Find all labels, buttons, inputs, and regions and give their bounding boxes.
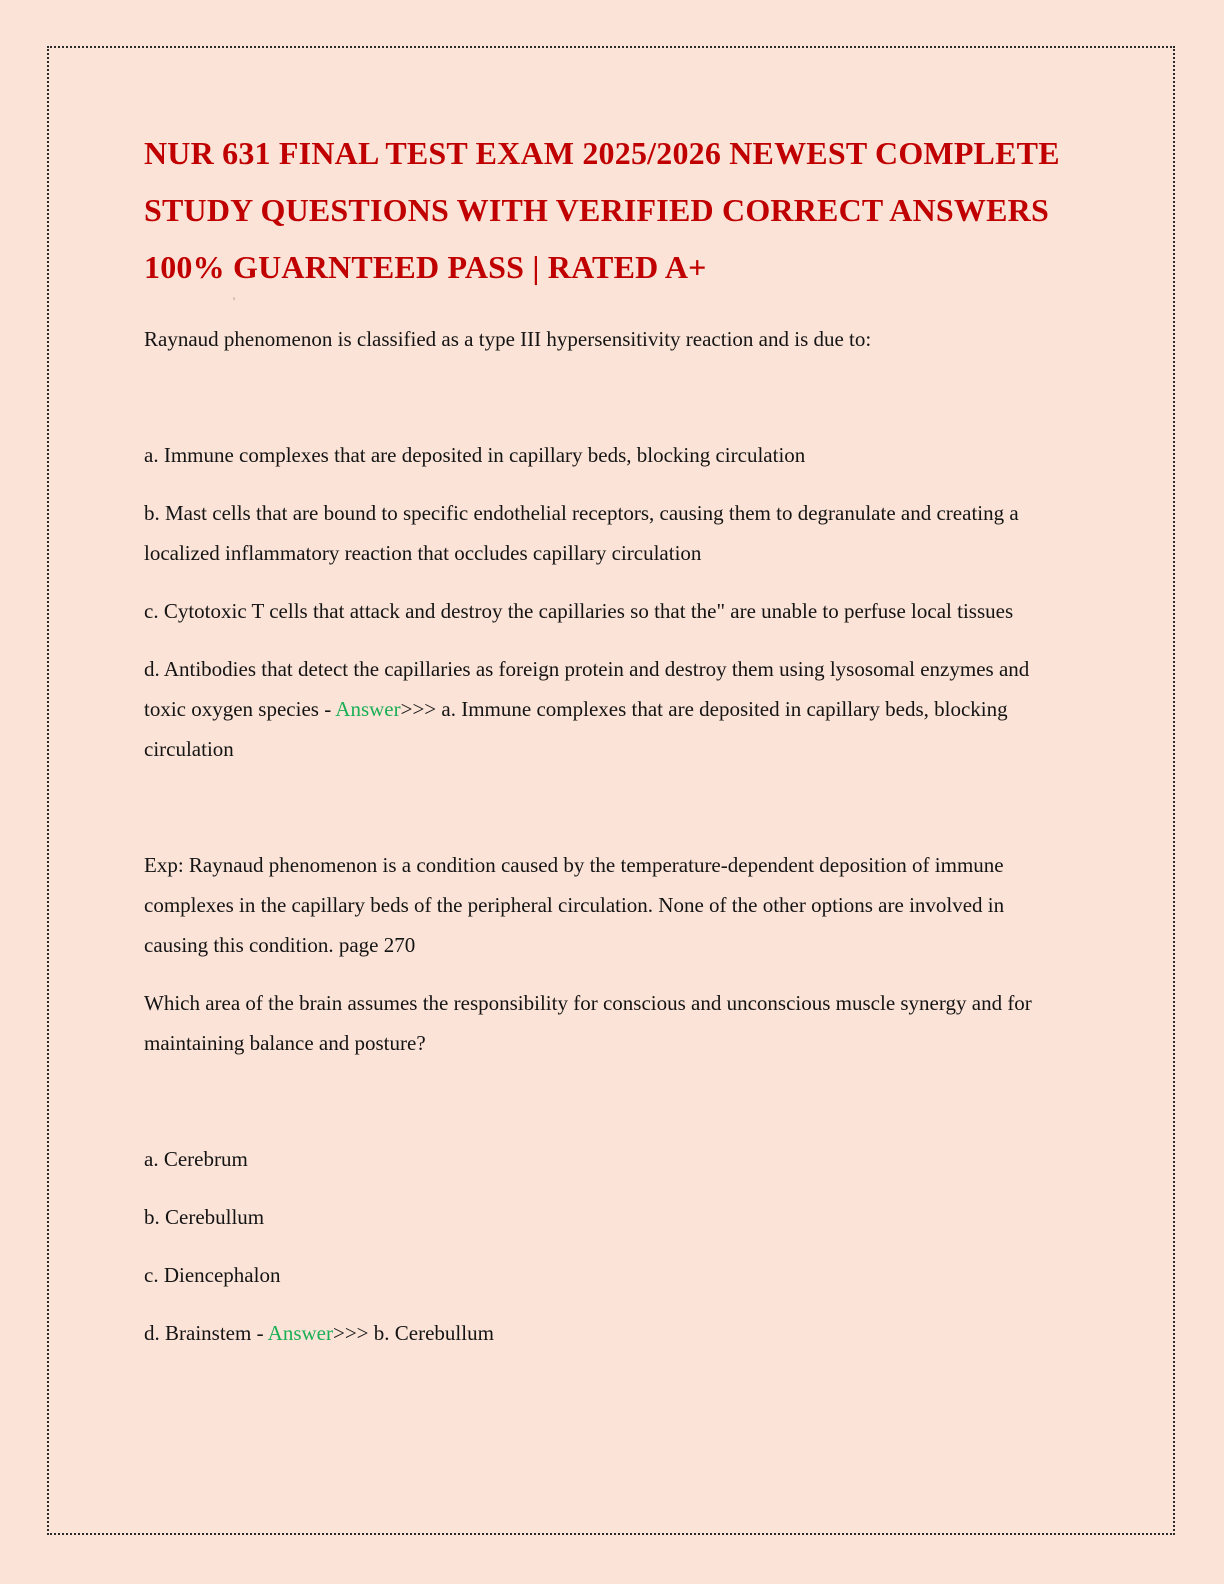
question-2-option-a [144,1139,1069,1179]
document-title-line-1: NUR 631 FINAL TEST EXAM 2025/2026 NEWEST COMPLETE [144,135,1060,171]
text-segment: Which area of the brain assumes the responsibility for conscious and unconscious muscle synergy and for maintaining balance and posture? [144,991,1032,1055]
text-segment: d. Antibodies that detect the capillaries as foreign protein and destroy them using lysosomal enzymes and toxic oxygen species - [144,657,1030,721]
page-frame [47,46,1175,1535]
text-segment: a. Immune complexes that are deposited in capillary beds, blocking circulation [144,443,806,467]
text-segment: b. Cerebullum [144,1205,265,1229]
text-segment: >>> b. Cerebullum [332,1321,494,1345]
answer-label: Answer [267,1321,333,1345]
text-segment: d. Brainstem - [144,1321,268,1345]
text-segment: Exp: Raynaud phenomenon is a condition caused by the temperature-dependent deposition of immune complexes in the capillary beds of the peripheral circulation. None of the other options are involved in causing this condition. page 270 [144,853,1005,957]
question-2-option-c [144,1255,1069,1295]
document-title [144,125,1069,296]
text-segment: >>> a. Immune complexes that are deposited in capillary beds, blocking circulation [144,697,1008,761]
text-segment: c. Cytotoxic T cells that attack and destroy the capillaries so that the" are unable to perfuse local tissues [144,599,1014,623]
question-1-option-b [144,493,1069,573]
question-1-option-a [144,435,1069,475]
spacer [144,1081,1069,1121]
question-2-option-d-with-answer [144,1313,1069,1353]
answer-label: Answer [335,697,401,721]
spacer [144,377,1069,417]
page-content [49,48,1173,1353]
document-title-line-2: STUDY QUESTIONS WITH VERIFIED CORRECT ANSWERS [144,192,1049,228]
text-segment: a. Cerebrum [144,1147,248,1171]
document-title-line-3: 100% GUARNTEED PASS | RATED A+ [144,249,707,285]
text-segment: b. Mast cells that are bound to specific endothelial receptors, causing them to degranulate and creating a localized inflammatory reaction that occludes capillary circulation [144,501,1019,565]
question-2-option-b [144,1197,1069,1237]
document-body [144,319,1069,1353]
question-1-option-c [144,591,1069,631]
text-segment: Raynaud phenomenon is classified as a type III hypersensitivity reaction and is due to: [144,327,872,351]
question-1-text [144,319,1069,359]
stray-apostrophe-mark: ' [233,294,236,308]
question-1-option-d-with-answer [144,649,1069,769]
text-segment: c. Diencephalon [144,1263,281,1287]
spacer [144,787,1069,827]
question-2-text [144,983,1069,1063]
question-1-explanation [144,845,1069,965]
